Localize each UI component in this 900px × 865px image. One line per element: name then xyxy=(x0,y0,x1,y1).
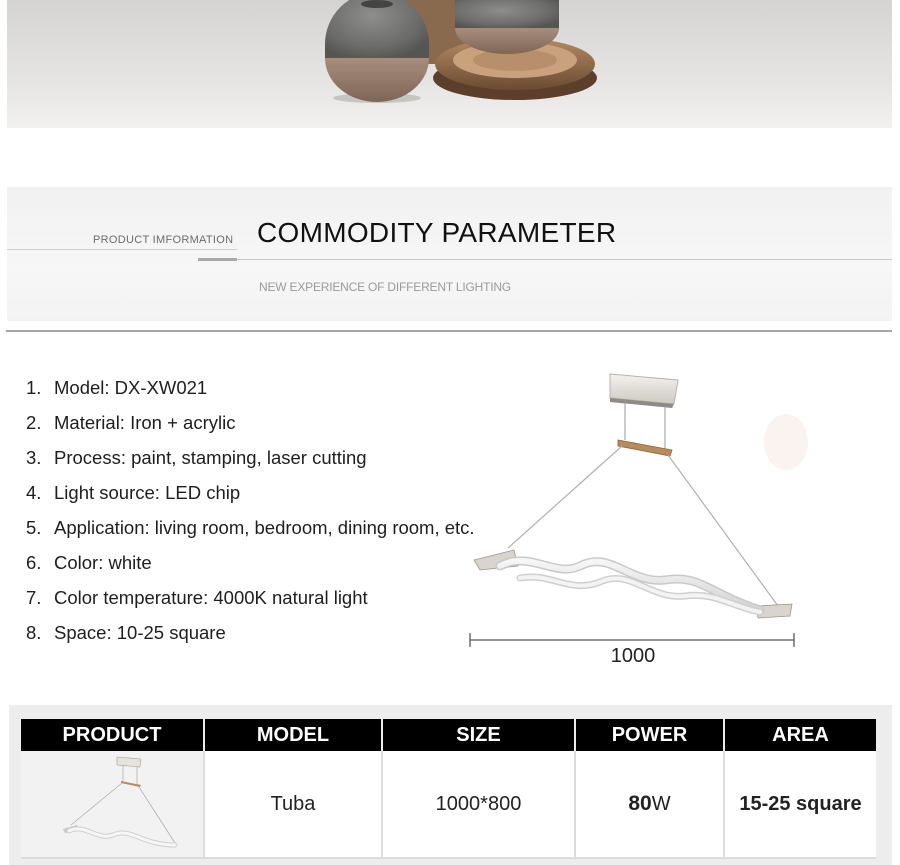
power-value: 80 xyxy=(628,792,652,815)
spec-number: 1. xyxy=(26,377,42,398)
spec-number: 3. xyxy=(26,447,42,468)
spec-text: Process: paint, stamping, laser cutting xyxy=(54,447,367,468)
section-bottom-divider xyxy=(6,330,892,332)
column-header-product: PRODUCT xyxy=(21,719,204,751)
section-eyebrow: PRODUCT IMFORMATION xyxy=(93,234,234,246)
spec-text: Material: Iron + acrylic xyxy=(54,412,236,433)
spec-number: 6. xyxy=(26,552,42,573)
column-header-area: AREA xyxy=(724,719,876,751)
spec-item xyxy=(26,376,475,411)
spec-item xyxy=(26,481,475,516)
divider-line xyxy=(237,259,892,260)
model-cell: Tuba xyxy=(204,751,382,858)
column-header-size: SIZE xyxy=(382,719,575,751)
lamp-thumbnail-icon xyxy=(37,751,187,851)
section-subtitle: NEW EXPERIENCE OF DIFFERENT LIGHTING xyxy=(259,280,511,294)
size-cell: 1000*800 xyxy=(382,751,575,858)
dimension-label: 1000 xyxy=(610,645,656,667)
column-header-model: MODEL xyxy=(204,719,382,751)
section-title: COMMODITY PARAMETER xyxy=(257,217,617,248)
spec-item xyxy=(26,621,475,656)
parameter-table xyxy=(21,719,876,859)
area-cell: 15-25 square xyxy=(724,751,876,858)
spec-number: 7. xyxy=(26,587,42,608)
power-unit: W xyxy=(651,793,671,815)
spec-number: 4. xyxy=(26,482,42,503)
spec-text: Color: white xyxy=(54,552,152,573)
spec-text: Model: DX-XW021 xyxy=(54,377,208,398)
spec-number: 8. xyxy=(26,622,42,643)
hero-photo xyxy=(7,0,892,128)
accent-bar xyxy=(198,258,237,261)
spec-list xyxy=(26,376,475,656)
table-row xyxy=(21,751,876,858)
spec-text: Space: 10-25 square xyxy=(54,622,226,643)
parameter-table-frame xyxy=(9,705,892,865)
spec-text: Light source: LED chip xyxy=(54,482,241,503)
divider-line xyxy=(7,249,237,250)
spec-number: 5. xyxy=(26,517,42,538)
power-cell xyxy=(575,751,724,858)
pendant-lamp-illustration xyxy=(460,360,820,680)
spec-item xyxy=(26,586,475,621)
spec-item xyxy=(26,516,475,551)
table-header-row xyxy=(21,719,876,751)
product-thumbnail-cell xyxy=(21,751,204,858)
vase-photo xyxy=(7,0,892,128)
spec-text: Color temperature: 4000K natural light xyxy=(54,587,368,608)
spec-item xyxy=(26,411,475,446)
column-header-power: POWER xyxy=(575,719,724,751)
spec-item xyxy=(26,551,475,586)
product-figure xyxy=(460,360,820,685)
spec-text: Application: living room, bedroom, dining room, etc. xyxy=(54,517,475,538)
spec-item xyxy=(26,446,475,481)
section-header xyxy=(7,187,892,321)
spec-number: 2. xyxy=(26,412,42,433)
